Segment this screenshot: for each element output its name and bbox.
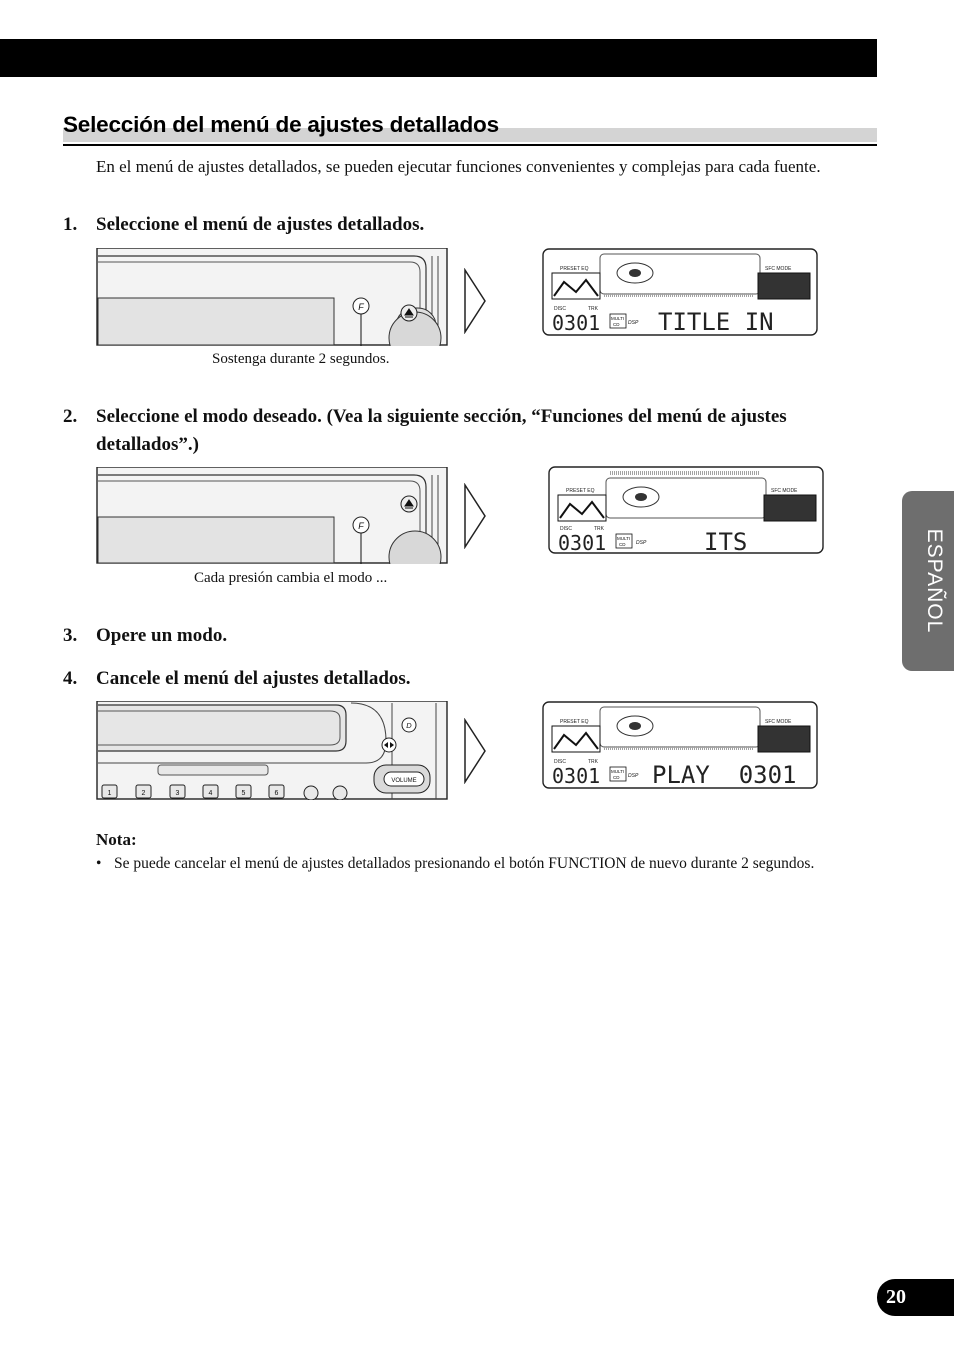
round-button bbox=[333, 786, 347, 800]
intro-paragraph: En el menú de ajustes detallados, se pueden ejecutar funciones convenientes y complejas para cada fuente. bbox=[96, 157, 821, 176]
dsp-label: DSP bbox=[628, 320, 639, 326]
note-title: Nota: bbox=[96, 830, 137, 849]
preset-eq-label: PRESET EQ bbox=[560, 719, 589, 725]
lcd-display-3 bbox=[540, 699, 820, 791]
trk-label: TRK bbox=[588, 759, 598, 765]
note-item bbox=[96, 853, 816, 874]
lcd-display-1 bbox=[540, 246, 820, 338]
arrow-right-icon bbox=[462, 483, 488, 549]
cd-label: CD bbox=[613, 322, 620, 327]
language-tab bbox=[902, 491, 954, 671]
head-unit-illustration-2 bbox=[96, 467, 448, 564]
multi-label: MULTI bbox=[617, 536, 631, 541]
multi-label: MULTI bbox=[611, 316, 625, 321]
svg-text:3: 3 bbox=[175, 790, 180, 797]
head-unit-illustration-3 bbox=[96, 701, 448, 800]
caption-2: Cada presión cambia el modo ... bbox=[194, 570, 388, 586]
arrow-right-icon bbox=[462, 268, 488, 334]
disc-label: DISC bbox=[560, 526, 572, 532]
trk-label: TRK bbox=[594, 526, 604, 532]
step-number: 4. bbox=[63, 668, 78, 689]
volume-label: VOLUME bbox=[391, 778, 417, 784]
language-tab-label: ESPAÑOL bbox=[923, 528, 946, 634]
multi-label: MULTI bbox=[611, 769, 625, 774]
svg-text:6: 6 bbox=[274, 790, 279, 797]
step-3 bbox=[63, 622, 853, 650]
counter-readout: 0301 bbox=[552, 311, 601, 335]
page-number: 20 bbox=[877, 1279, 954, 1316]
step-text: Cancele el menú del ajustes detallados. bbox=[96, 668, 411, 689]
disc-label: DISC bbox=[554, 759, 566, 765]
lcd-display-2 bbox=[546, 464, 826, 556]
step-text: Seleccione el modo deseado. (Vea la siguiente sección, “Funciones del menú de ajustes detallados”.) bbox=[96, 406, 787, 455]
round-button bbox=[304, 786, 318, 800]
display-main-text: TITLE IN bbox=[658, 308, 774, 336]
sfc-mode-label: SFC MODE bbox=[771, 488, 798, 494]
svg-text:1: 1 bbox=[107, 790, 112, 797]
disc-icon bbox=[635, 493, 647, 501]
head-unit-illustration-1 bbox=[96, 248, 448, 346]
header-bar bbox=[0, 39, 877, 77]
counter-readout: 0301 bbox=[558, 531, 607, 555]
cd-label: CD bbox=[613, 775, 620, 780]
title-rule bbox=[63, 144, 877, 146]
svg-text:2: 2 bbox=[141, 790, 146, 797]
step-number: 3. bbox=[63, 625, 78, 646]
step-4 bbox=[63, 665, 853, 693]
function-button-label: F bbox=[358, 521, 364, 531]
cd-label: CD bbox=[619, 542, 626, 547]
d-button-label: D bbox=[406, 721, 412, 730]
display-main-text: ITS bbox=[704, 528, 748, 556]
step-text: Opere un modo. bbox=[96, 625, 228, 646]
sfc-mode-label: SFC MODE bbox=[765, 719, 792, 725]
sfc-mode-label: SFC MODE bbox=[765, 266, 792, 272]
trk-label: TRK bbox=[588, 306, 598, 312]
note-text: Se puede cancelar el menú de ajustes detallados presionando el botón FUNCTION de nuevo durante 2 segundos. bbox=[114, 855, 815, 872]
arrow-right-icon bbox=[462, 718, 488, 784]
preset-eq-label: PRESET EQ bbox=[560, 266, 589, 272]
svg-text:4: 4 bbox=[208, 790, 213, 797]
step-number: 2. bbox=[63, 406, 78, 427]
disc-label: DISC bbox=[554, 306, 566, 312]
disc-icon bbox=[629, 722, 641, 730]
counter-readout: 0301 bbox=[552, 764, 601, 788]
display-main-text: PLAY 0301 bbox=[652, 761, 797, 789]
function-button-label: F bbox=[358, 302, 364, 312]
svg-text:5: 5 bbox=[241, 790, 246, 797]
step-2 bbox=[63, 403, 853, 459]
disc-icon bbox=[629, 269, 641, 277]
step-text: Seleccione el menú de ajustes detallados. bbox=[96, 214, 425, 235]
step-1 bbox=[63, 211, 853, 239]
step-number: 1. bbox=[63, 214, 78, 235]
dsp-label: DSP bbox=[628, 773, 639, 779]
bullet: • bbox=[96, 855, 102, 872]
section-title: Selección del menú de ajustes detallados bbox=[63, 112, 499, 137]
dsp-label: DSP bbox=[636, 540, 647, 546]
preset-eq-label: PRESET EQ bbox=[566, 488, 595, 494]
caption-1: Sostenga durante 2 segundos. bbox=[212, 351, 390, 367]
